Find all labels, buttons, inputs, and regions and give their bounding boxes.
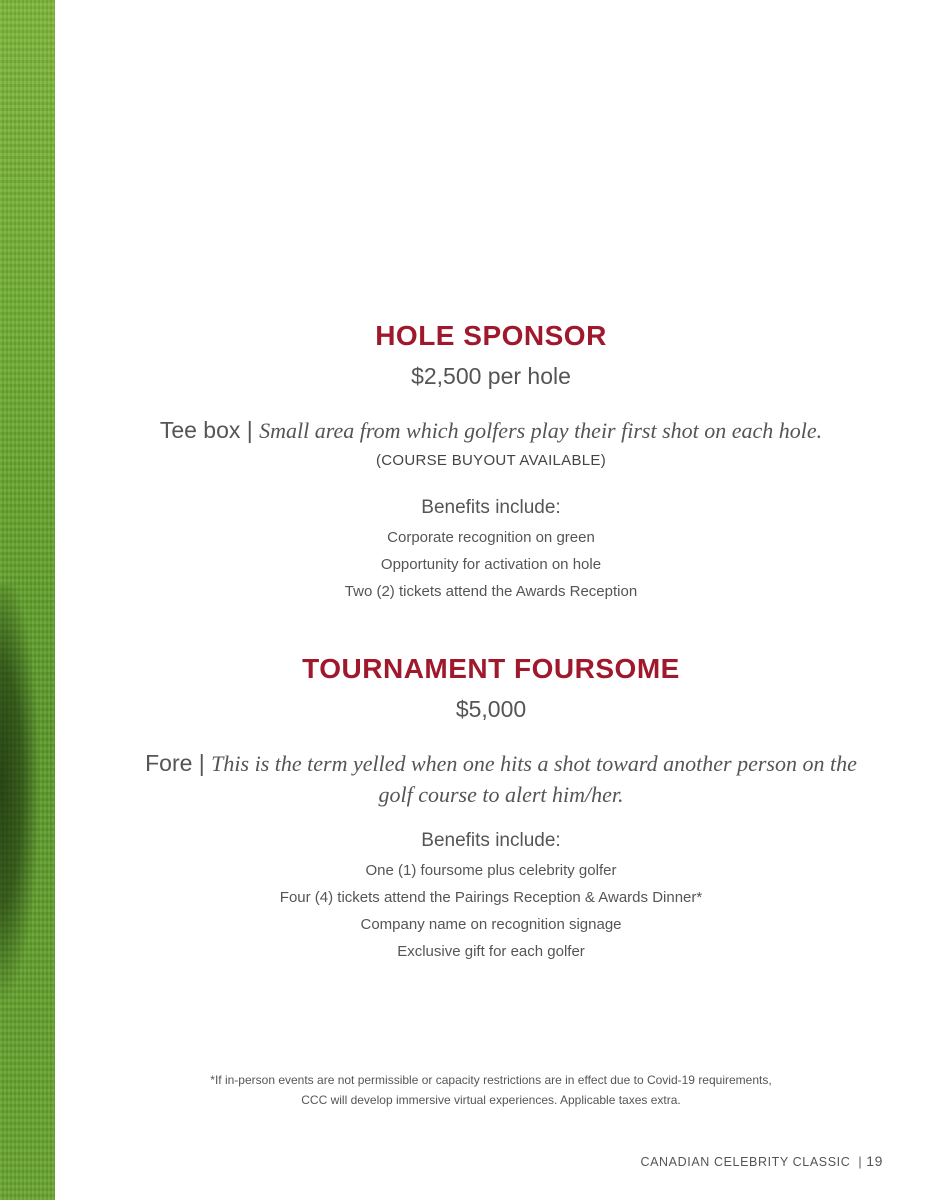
grass-border-image [0, 0, 55, 1200]
hole-sponsor-term [115, 415, 867, 446]
term-definition: This is the term yelled when one hits a shot toward another person on the golf course to alert him/her. [211, 751, 857, 807]
benefit-item: Four (4) tickets attend the Pairings Reception & Awards Dinner* [279, 889, 703, 906]
hole-sponsor-benefits-title: Benefits include: [421, 497, 561, 518]
golfer-shadow [0, 585, 55, 1055]
term-word: Fore [145, 750, 193, 776]
benefit-item: Company name on recognition signage [360, 916, 622, 933]
page-content [55, 0, 927, 1200]
term-definition: Small area from which golfers play their first shot on each hole. [259, 418, 823, 443]
term-separator: | [198, 750, 205, 776]
benefit-item: Opportunity for activation on hole [380, 556, 602, 573]
hole-sponsor-price: $2,500 per hole [411, 363, 571, 389]
publication-name: CANADIAN CELEBRITY CLASSIC [640, 1155, 851, 1169]
hole-sponsor-heading: HOLE SPONSOR [375, 320, 607, 351]
footnote-line: *If in-person events are not permissible or capacity restrictions are in effect due to Covid-19 requirements, [210, 1073, 772, 1087]
hole-sponsor-benefits-list [55, 524, 927, 605]
term-separator: | [246, 417, 253, 443]
footer-separator: | [858, 1155, 863, 1169]
tournament-foursome-benefits-list [55, 857, 927, 965]
footnote-line: CCC will develop immersive virtual experiences. Applicable taxes extra. [301, 1093, 681, 1107]
tournament-foursome-heading: TOURNAMENT FOURSOME [302, 653, 680, 684]
benefit-item: Exclusive gift for each golfer [397, 943, 585, 960]
covid-footnote [55, 1070, 927, 1110]
tournament-foursome-term [130, 748, 872, 810]
benefit-item: Corporate recognition on green [387, 529, 595, 546]
tournament-foursome-price: $5,000 [455, 696, 527, 722]
tournament-foursome-benefits-title: Benefits include: [421, 830, 561, 851]
page-footer [640, 1153, 883, 1169]
term-word: Tee box [159, 417, 241, 443]
benefit-item: Two (2) tickets attend the Awards Reception [344, 583, 638, 600]
page-number: 19 [866, 1153, 883, 1169]
course-buyout-note: (COURSE BUYOUT AVAILABLE) [375, 452, 607, 469]
benefit-item: One (1) foursome plus celebrity golfer [365, 862, 617, 879]
